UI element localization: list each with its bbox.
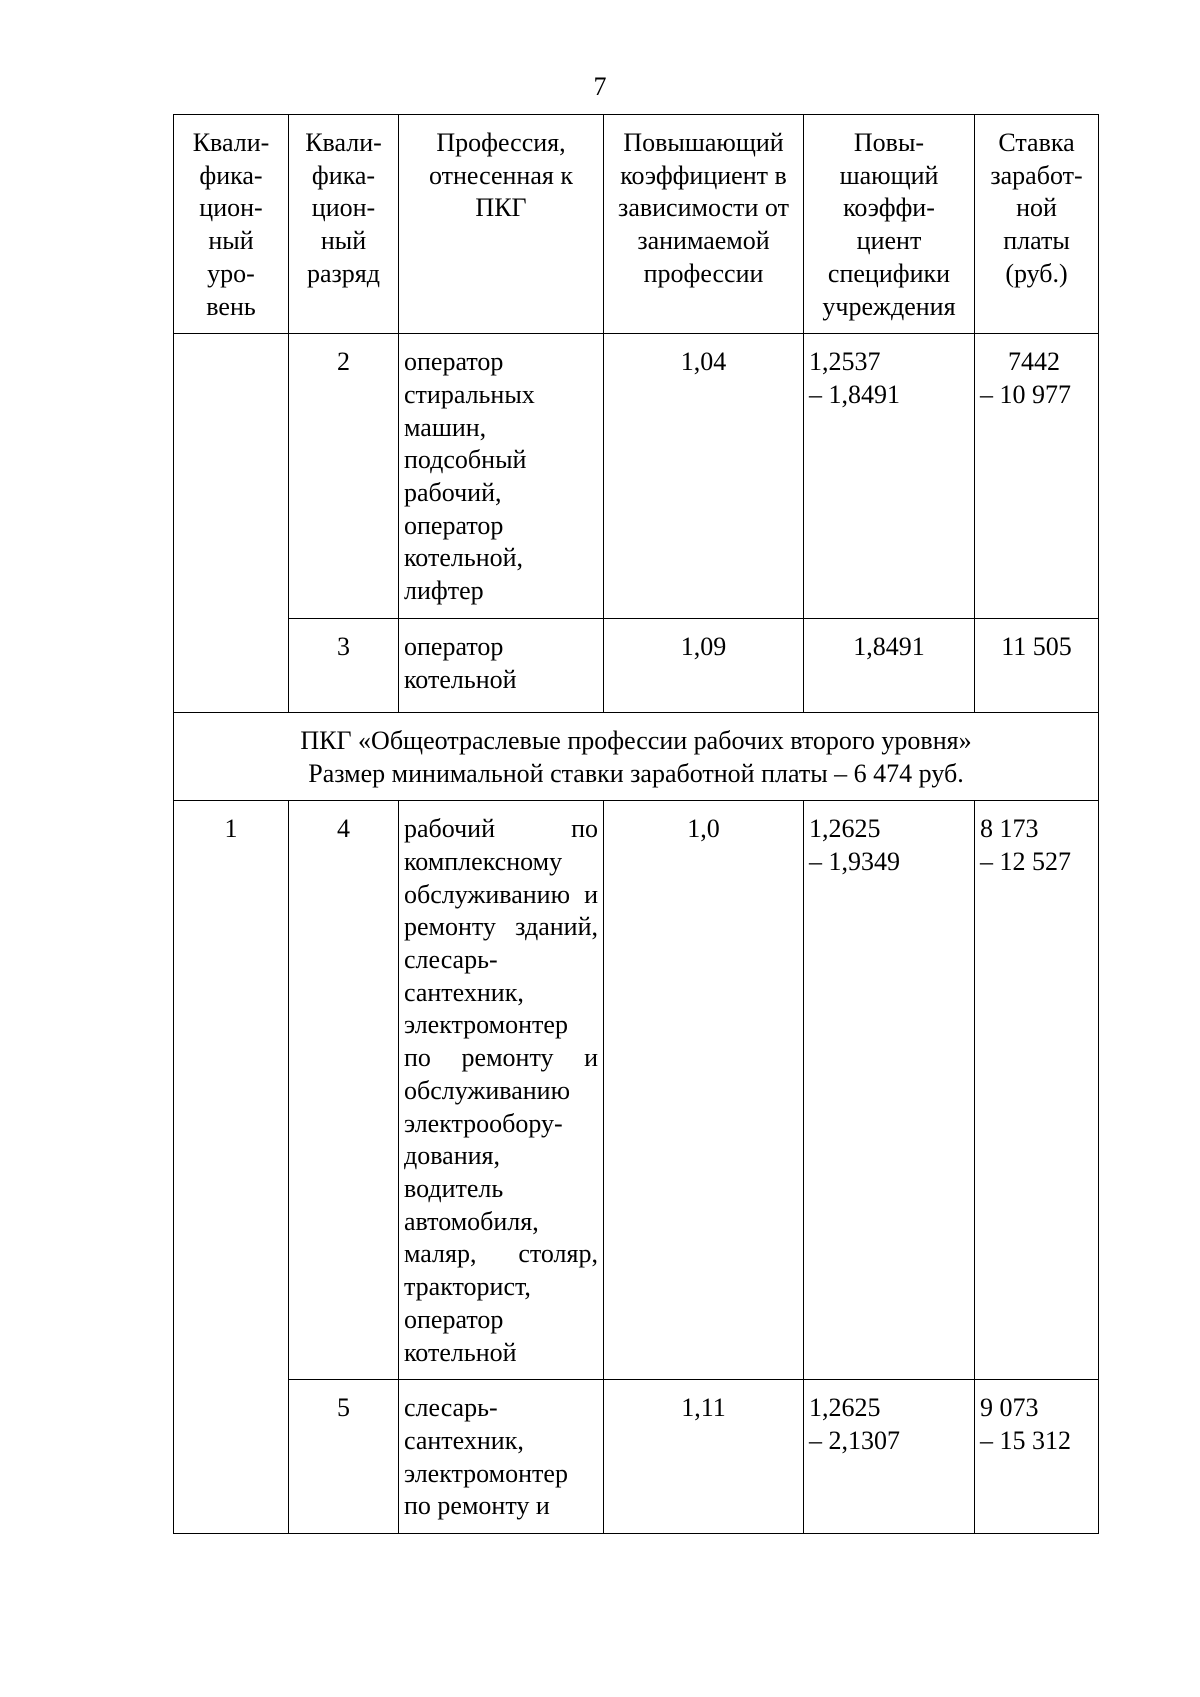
cell-coef-specific: 1,2625 – 2,1307 bbox=[804, 1380, 975, 1534]
cell-rate: 11 505 bbox=[975, 618, 1099, 712]
cell-coef-profession: 1,04 bbox=[604, 334, 804, 619]
cell-coef-specific: 1,2537 – 1,8491 bbox=[804, 334, 975, 619]
header-qualification-grade: Квали- фика- цион- ный разряд bbox=[289, 115, 399, 334]
section-header bbox=[174, 712, 1099, 800]
cell-profession: слесарь-сантехник, электромонтер по ремонту и bbox=[399, 1380, 604, 1534]
section-title: ПКГ «Общеотраслевые профессии рабочих второго уровня» bbox=[300, 725, 972, 755]
cell-coef-specific: 1,8491 bbox=[804, 618, 975, 712]
cell-profession: рабочий по комплексному обслуживанию и ремонту зданий, слесарь-сантехник, электромонтер по ремонту и обслуживанию электрообору-дования, водитель автомобиля, маляр, столяр, тракторист, оператор котельной bbox=[399, 801, 604, 1380]
cell-profession: оператор стиральных машин, подсобный рабочий, оператор котельной, лифтер bbox=[399, 334, 604, 619]
page-number: 7 bbox=[593, 72, 607, 101]
cell-coef-profession: 1,09 bbox=[604, 618, 804, 712]
table-row bbox=[174, 801, 1099, 1380]
header-coef-specific: Повы- шающий коэффи- циент специфики учреждения bbox=[804, 115, 975, 334]
cell-grade: 3 bbox=[289, 618, 399, 712]
header-rate: Ставка заработ- ной платы (руб.) bbox=[975, 115, 1099, 334]
cell-grade: 5 bbox=[289, 1380, 399, 1534]
table-row bbox=[174, 618, 1099, 712]
cell-rate: 9 073 – 15 312 bbox=[975, 1380, 1099, 1534]
salary-table bbox=[173, 114, 1099, 1534]
cell-rate: 7442 – 10 977 bbox=[975, 334, 1099, 619]
cell-grade: 4 bbox=[289, 801, 399, 1380]
table-row bbox=[174, 1380, 1099, 1534]
cell-grade: 2 bbox=[289, 334, 399, 619]
section-subtitle: Размер минимальной ставки заработной платы – 6 474 руб. bbox=[308, 758, 964, 788]
cell-coef-profession: 1,0 bbox=[604, 801, 804, 1380]
cell-level: 1 bbox=[174, 801, 289, 1534]
cell-level bbox=[174, 334, 289, 713]
cell-coef-profession: 1,11 bbox=[604, 1380, 804, 1534]
table-row bbox=[174, 334, 1099, 619]
cell-profession: оператор котельной bbox=[399, 618, 604, 712]
cell-coef-specific: 1,2625 – 1,9349 bbox=[804, 801, 975, 1380]
section-row bbox=[174, 712, 1099, 800]
header-qualification-level: Квали- фика- цион- ный уро- вень bbox=[174, 115, 289, 334]
header-coef-profession: Повышающий коэффициент в зависимости от занимаемой профессии bbox=[604, 115, 804, 334]
table-header-row bbox=[174, 115, 1099, 334]
header-profession: Профессия, отнесенная к ПКГ bbox=[399, 115, 604, 334]
cell-rate: 8 173 – 12 527 bbox=[975, 801, 1099, 1380]
